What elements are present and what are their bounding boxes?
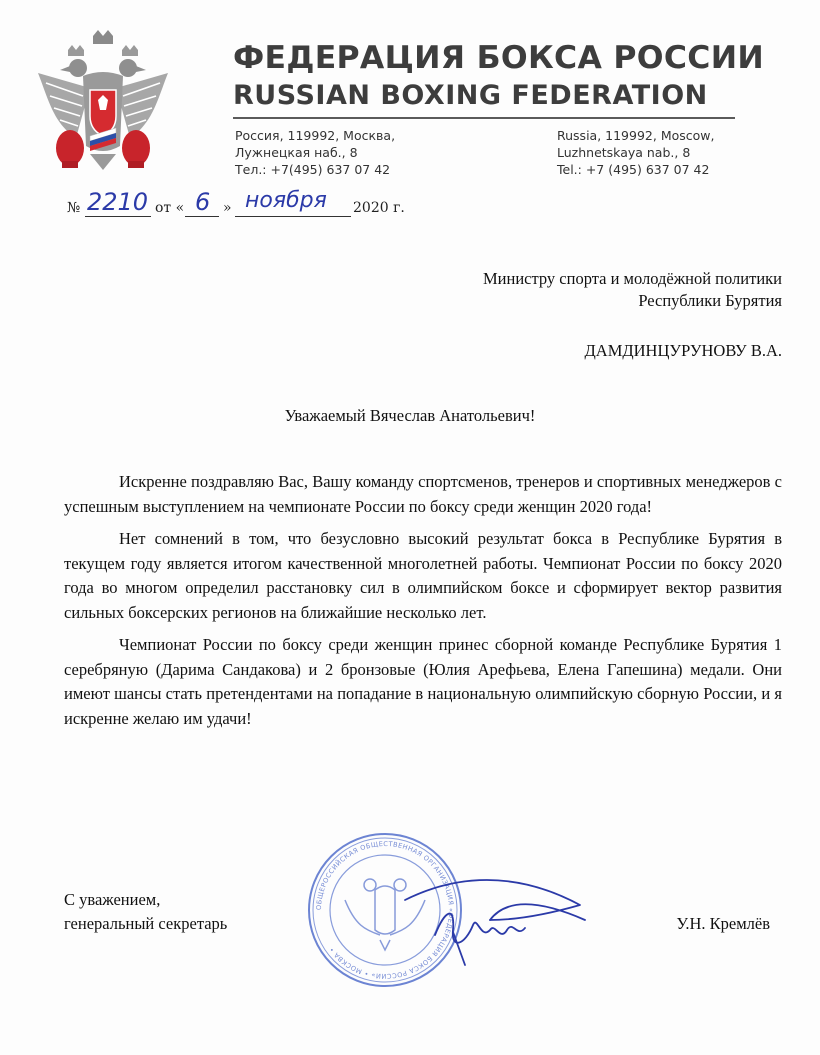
svg-text:ОБЩЕРОССИЙСКАЯ ОБЩЕСТВЕННАЯ ОР: ОБЩЕРОССИЙСКАЯ ОБЩЕСТВЕННАЯ ОРГАНИЗАЦИЯ «ФЕДЕРАЦИЯ БОКСА РОССИИ» • МОСКВА •	[314, 839, 456, 981]
letter-body	[64, 470, 782, 739]
letterhead-divider	[233, 117, 735, 119]
address-en-line: Russia, 119992, Moscow,	[557, 128, 715, 143]
ref-year: 2020 г.	[353, 200, 405, 216]
ref-month-underline	[235, 216, 351, 217]
ref-number-underline	[85, 216, 151, 217]
closing-title: генеральный секретарь	[64, 914, 228, 933]
russian-double-headed-eagle-emblem-icon	[28, 28, 178, 178]
address-en-line: Tel.: +7 (495) 637 07 42	[557, 162, 710, 177]
address-ru-line: Тел.: +7(495) 637 07 42	[235, 162, 391, 177]
ref-month: ноября	[245, 188, 327, 213]
ref-day: 6	[195, 188, 211, 216]
ref-from-label: от «	[155, 200, 185, 216]
address-en-line: Luzhnetskaya nab., 8	[557, 145, 691, 160]
salutation: Уважаемый Вячеслав Анатольевич!	[284, 406, 536, 425]
closing-block	[64, 888, 227, 936]
address-ru-line: Лужнецкая наб., 8	[235, 145, 358, 160]
address-ru-line: Россия, 119992, Москва,	[235, 128, 396, 143]
body-paragraph: Искренне поздравляю Вас, Вашу команду спортсменов, тренеров и спортивных менеджеров с успешным выступлением на чемпионате России по боксу среди женщин 2020 года!	[64, 472, 782, 516]
closing-line: С уважением,	[64, 890, 161, 909]
addressee-line: Республики Бурятия	[638, 291, 782, 310]
signer-name: У.Н. Кремлёв	[676, 914, 770, 933]
addressee-name: ДАМДИНЦУРУНОВУ В.А.	[584, 341, 782, 360]
ref-number-prefix: №	[67, 200, 81, 216]
addressee-block	[483, 268, 782, 312]
handwritten-signature-icon	[395, 860, 595, 970]
ref-day-underline	[185, 216, 219, 217]
reference-line	[67, 186, 427, 222]
body-paragraph: Нет сомнений в том, что безусловно высокий результат бокса в Республике Бурятия в текущем году является итогом качественной многолетней работы. Чемпионат России по боксу 2020 года во многом определил расстановку сил в олимпийском боксе и сформирует вектор развития сильных боксерских регионов на ближайшие несколько лет.	[64, 529, 782, 622]
address-en	[557, 127, 714, 178]
address-ru	[235, 127, 395, 178]
org-name-en: RUSSIAN BOXING FEDERATION	[233, 80, 708, 111]
ref-month-open: »	[223, 200, 232, 216]
addressee-line: Министру спорта и молодёжной политики	[482, 269, 782, 288]
ref-number: 2210	[87, 188, 149, 216]
org-name-ru: ФЕДЕРАЦИЯ БОКСА РОССИИ	[233, 40, 765, 76]
body-paragraph: Чемпионат России по боксу среди женщин принес сборной команде Республике Бурятия 1 серебряную (Дарима Сандакова) и 2 бронзовые (Юлия Арефьева, Елена Гапешина) медали. Они имеют шансы стать претендентами на попадание в национальную олимпийскую сборную России, и я искренне желаю им удачи!	[64, 635, 782, 728]
